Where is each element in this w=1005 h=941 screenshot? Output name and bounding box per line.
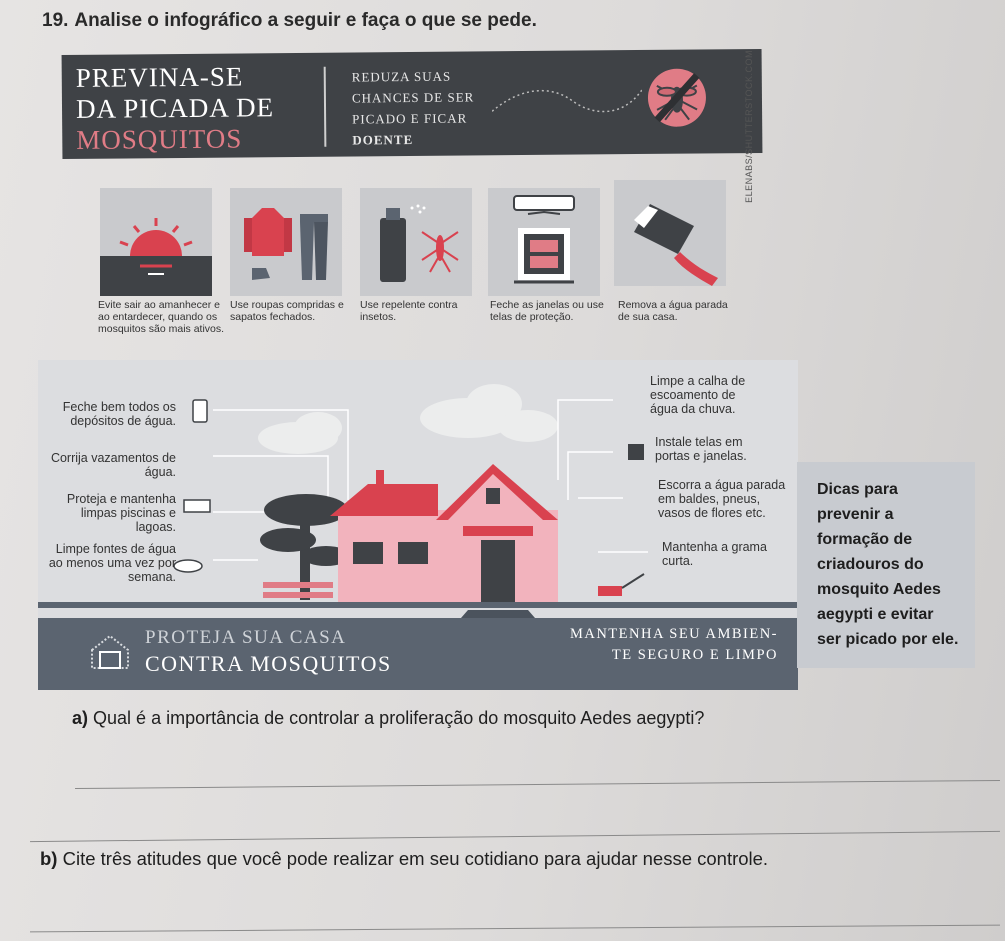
answer-line-1[interactable] xyxy=(75,780,1000,789)
infographic-footer-band xyxy=(38,618,798,690)
tile-caption-window: Feche as janelas ou use telas de proteção. xyxy=(490,299,604,323)
tile-caption-sunset: Evite sair ao amanhecer e ao entardecer, quando os mosquitos são mais ativos. xyxy=(98,299,225,335)
clothes-icon xyxy=(230,188,342,296)
tile-pour-water xyxy=(614,180,726,286)
label-water-sources: Limpe fontes de água ao menos uma vez por semana. xyxy=(48,542,176,584)
question-prompt: Analise o infográfico a seguir e faça o que se pede. xyxy=(74,10,537,31)
tips-line-1: Dicas para xyxy=(817,481,898,498)
footer-right-line-1: MANTENHA SEU AMBIEN- xyxy=(569,626,778,642)
item-a xyxy=(72,708,704,729)
house-outline-icon xyxy=(88,632,132,672)
label-close-containers: Feche bem todos os depósitos de água. xyxy=(62,400,176,428)
tile-sunset xyxy=(100,188,212,296)
item-b xyxy=(40,848,768,870)
label-short-grass: Mantenha a grama curta. xyxy=(662,540,767,568)
label-fix-leaks: Corrija vazamentos de água. xyxy=(50,451,176,479)
tips-line-7: ser picado por ele. xyxy=(817,631,959,648)
tips-line-6: aegypti e evitar xyxy=(817,606,934,623)
banner-subtitle-line-2: CHANCES DE SER xyxy=(351,89,475,106)
footer-right-line-2: TE SEGURO E LIMPO xyxy=(611,647,778,663)
tile-repellent xyxy=(360,188,472,296)
label-standing-water: Escorra a água parada em baldes, pneus, vasos de flores etc. xyxy=(658,478,786,520)
repellent-icon xyxy=(360,188,472,296)
tile-caption-repellent: Use repelente contra insetos. xyxy=(360,299,458,323)
banner-title xyxy=(76,61,275,156)
banner-subtitle-line-3: PICADO E FICAR xyxy=(352,110,468,127)
banner-title-line-3: MOSQUITOS xyxy=(76,123,243,155)
banner-subtitle-line-1: REDUZA SUAS xyxy=(351,68,452,85)
tips-line-3: formação de xyxy=(817,531,913,548)
tips-box xyxy=(797,462,975,668)
banner-subtitle xyxy=(352,65,475,150)
tips-text xyxy=(817,477,958,652)
sunset-icon xyxy=(100,188,212,296)
item-a-text: Qual é a importância de controlar a proliferação do mosquito Aedes aegypti? xyxy=(93,708,705,728)
window-screen-icon xyxy=(488,188,600,296)
flight-path-icon xyxy=(492,80,642,121)
footer-left-line-2: CONTRA MOSQUITOS xyxy=(145,651,392,676)
label-pools: Proteja e mantenha limpas piscinas e lagoas. xyxy=(66,492,176,534)
tips-line-2: prevenir a xyxy=(817,506,894,523)
item-b-text: Cite três atitudes que você pode realizar em seu cotidiano para ajudar nesse controle. xyxy=(62,848,769,869)
footer-left-line-1: PROTEJA SUA CASA xyxy=(145,627,347,648)
tile-window-screen xyxy=(488,188,600,296)
banner-subtitle-line-4: DOENTE xyxy=(352,131,414,148)
banner-title-line-1: PREVINA-SE xyxy=(75,61,244,93)
image-credit: ELENABS/SHUTTERSTOCK.COM xyxy=(744,50,754,203)
banner-divider xyxy=(324,67,327,147)
answer-line-3[interactable] xyxy=(30,925,1000,933)
tile-clothes xyxy=(230,188,342,296)
footer-right-text xyxy=(568,624,778,666)
item-a-label: a) xyxy=(72,708,89,728)
pour-water-icon xyxy=(614,180,726,286)
tile-caption-water: Remova a água parada de sua casa. xyxy=(618,299,728,323)
infographic-banner xyxy=(62,49,763,159)
tips-line-5: mosquito Aedes xyxy=(817,581,941,598)
tips-line-4: criadouros do xyxy=(817,556,924,573)
label-screens: Instale telas em portas e janelas. xyxy=(655,435,747,463)
no-mosquito-icon xyxy=(645,65,710,130)
tile-caption-clothes: Use roupas compridas e sapatos fechados. xyxy=(230,299,344,323)
item-b-label: b) xyxy=(40,848,58,869)
question-number: 19. xyxy=(42,10,69,31)
banner-title-line-2: DA PICADA DE xyxy=(75,92,275,124)
question-header xyxy=(42,10,537,32)
answer-line-2[interactable] xyxy=(30,831,1000,842)
label-gutter: Limpe a calha de escoamento de água da chuva. xyxy=(650,374,746,416)
footer-left-text xyxy=(145,626,392,678)
